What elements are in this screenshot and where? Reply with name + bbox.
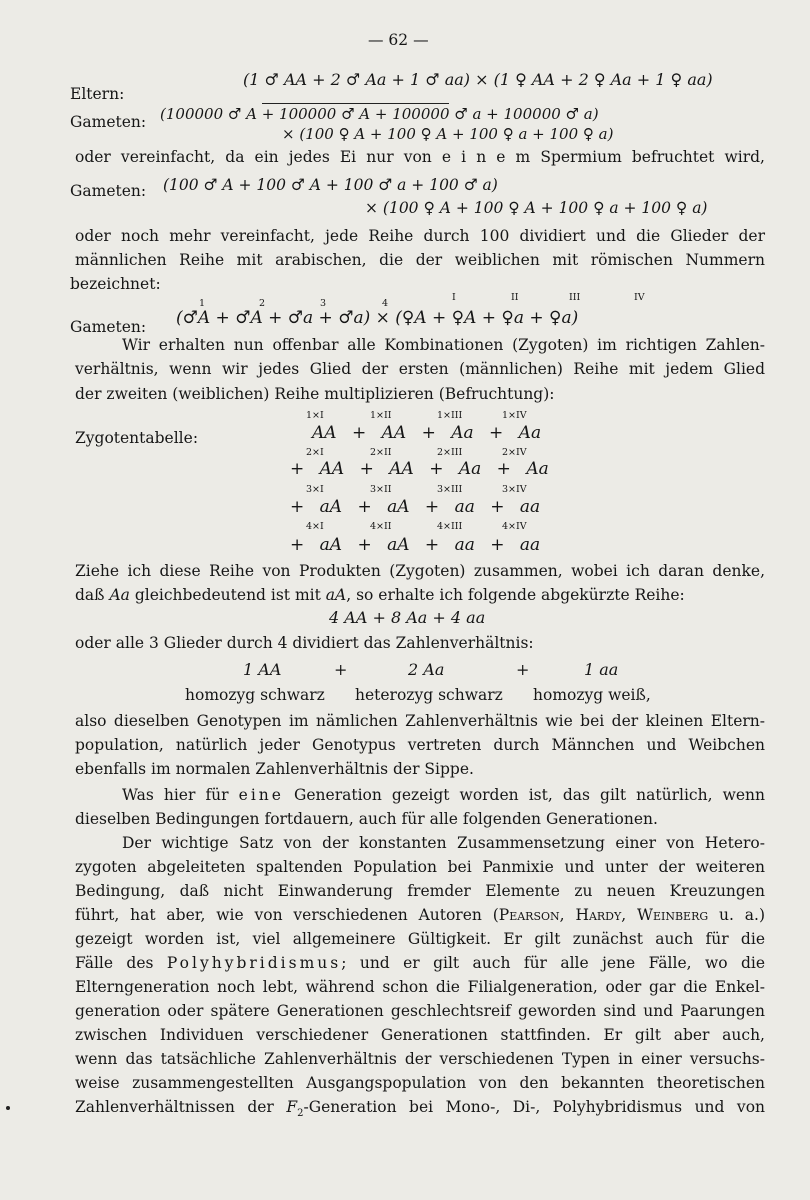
- text-g-line-1: Was hier für eine Generation gezeigt worden ist, das gilt natürlich, wenn: [122, 786, 765, 804]
- ratio-label-2: heterozyg schwarz: [355, 686, 503, 704]
- zyg-idx-2-4: 2×IV: [502, 447, 527, 458]
- zyg-idx-4-4: 4×IV: [502, 521, 527, 532]
- text-h-line-8: generation oder spätere Generationen geschlechtsreif geworden sind und Paarungen: [75, 1002, 765, 1020]
- gameten1-line1-end: ♂ a + 100000 ♂ a): [449, 105, 599, 123]
- text-h-line-5: gezeigt worden ist, viel allgemeinere Gültigkeit. Er gilt zunächst auch für die: [75, 930, 765, 948]
- zyg-row-1: AA + AA + Aa + Aa: [312, 423, 542, 443]
- gameten3-index-IV: IV: [634, 292, 645, 303]
- gameten1-line2: × (100 ♀ A + 100 ♀ A + 100 ♀ a + 100 ♀ a): [282, 125, 614, 143]
- text-h-line-7: Elterngeneration noch lebt, während schon die Filialgeneration, oder gar die Enkel-: [75, 978, 765, 996]
- zyg-idx-3-4: 3×IV: [502, 484, 527, 495]
- gameten3-index-1: 1: [199, 298, 206, 309]
- zyg-idx-2-3: 2×III: [437, 447, 463, 458]
- gameten2-line1: (100 ♂ A + 100 ♂ A + 100 ♂ a + 100 ♂ a): [163, 176, 498, 194]
- text-f-line-1: also dieselben Genotypen im nämlichen Zahlenverhältnis wie bei der kleinen Eltern-: [75, 712, 765, 730]
- zyg-idx-3-2: 3×II: [370, 484, 392, 495]
- text-b-line-3: bezeichnet:: [70, 275, 161, 293]
- gameten3-index-2: 2: [259, 298, 266, 309]
- gameten3-index-I: I: [452, 292, 456, 303]
- zyg-row-4: + aA + aA + aa + aa: [290, 535, 541, 555]
- zyg-idx-1-4: 1×IV: [502, 410, 527, 421]
- page-number: — 62 —: [368, 31, 429, 49]
- zyg-idx-2-2: 2×II: [370, 447, 392, 458]
- ratio-label-1: homozyg schwarz: [185, 686, 325, 704]
- ratio-label-3: homozyg weiß,: [533, 686, 651, 704]
- text-h-line-9: zwischen Individuen verschiedener Generationen stattfinden. Er gilt aber auch,: [75, 1026, 765, 1044]
- text-h-line-3: Bedingung, daß nicht Einwanderung fremder Elemente zu neuen Kreuzungen: [75, 882, 765, 900]
- text-h-line-1: Der wichtige Satz von der konstanten Zusammensetzung einer von Hetero-: [122, 834, 765, 852]
- eltern-label: Eltern:: [70, 85, 125, 103]
- zyg-row-3: + aA + aA + aa + aa: [290, 497, 541, 517]
- text-h-line-12: Zahlenverhältnissen der $F_2$-Generation bei Mono-, Di-, Polyhybridismus und von: [75, 1098, 766, 1120]
- gameten3-label: Gameten:: [70, 318, 147, 336]
- text-b-line-2: männlichen Reihe mit arabischen, die der weiblichen mit römischen Nummern: [75, 251, 765, 269]
- text-h-line-10: wenn das tatsächliche Zahlenverhältnis der verschiedenen Typen in einer versuchs-: [75, 1050, 765, 1068]
- text-d-line-2: daß Aa gleichbedeutend ist mit aA, so erhalte ich folgende abgekürzte Reihe:: [75, 586, 685, 604]
- zyg-idx-1-1: 1×I: [306, 410, 324, 421]
- gameten2-line2: × (100 ♀ A + 100 ♀ A + 100 ♀ a + 100 ♀ a): [365, 199, 708, 217]
- zygotentabelle-label: Zygotentabelle:: [75, 429, 199, 447]
- text-c-line-3: der zweiten (weiblichen) Reihe multiplizieren (Befruchtung):: [75, 385, 555, 403]
- zyg-idx-4-3: 4×III: [437, 521, 463, 532]
- zyg-idx-3-1: 3×I: [306, 484, 324, 495]
- gameten1-overlined-terms: + 100000 ♂ A + 100000: [261, 105, 450, 123]
- gameten1-line1-start: (100000 ♂ A: [160, 105, 262, 123]
- text-g-line-2: dieselben Bedingungen fortdauern, auch für alle folgenden Generationen.: [75, 810, 658, 828]
- ratio-term-3: 1 aa: [584, 660, 619, 679]
- gameten2-label: Gameten:: [70, 182, 147, 200]
- gameten3-index-3: 3: [320, 298, 327, 309]
- gameten1-line1: [160, 104, 599, 124]
- zyg-idx-4-2: 4×II: [370, 521, 392, 532]
- gameten3-index-III: III: [569, 292, 581, 303]
- text-h-line-2: zygoten abgeleiteten spaltenden Population bei Panmixie und unter der weiteren: [75, 858, 765, 876]
- ratio-term-1: 1 AA: [243, 660, 282, 679]
- text-d-line-1: Ziehe ich diese Reihe von Produkten (Zygoten) zusammen, wobei ich daran denke,: [75, 562, 765, 580]
- zyg-idx-3-3: 3×III: [437, 484, 463, 495]
- gameten1-label: Gameten:: [70, 113, 147, 131]
- ratio-term-2: 2 Aa: [408, 660, 445, 679]
- zyg-row-2: + AA + AA + Aa + Aa: [290, 459, 549, 479]
- gameten3-index-4: 4: [382, 298, 389, 309]
- text-e: oder alle 3 Glieder durch 4 dividiert das Zahlenverhältnis:: [75, 634, 534, 652]
- gameten3-index-II: II: [511, 292, 519, 303]
- gameten3-formula: (♂A + ♂A + ♂a + ♂a) × (♀A + ♀A + ♀a + ♀a): [176, 308, 579, 328]
- text-paragraph-a: oder vereinfacht, da ein jedes Ei nur von e i n e m Spermium befruchtet wird,: [75, 148, 765, 166]
- text-c-line-2: verhältnis, wenn wir jedes Glied der ersten (männlichen) Reihe mit jedem Glied: [75, 360, 765, 378]
- text-f-line-3: ebenfalls im normalen Zahlenverhältnis der Sippe.: [75, 760, 474, 778]
- text-h-line-4: führt, hat aber, wie von verschiedenen Autoren (Pearson, Hardy, Weinberg u. a.): [75, 906, 765, 924]
- reduced-formula: 4 AA + 8 Aa + 4 aa: [329, 608, 486, 627]
- ratio-plus-2: +: [516, 660, 530, 679]
- zyg-idx-1-3: 1×III: [437, 410, 463, 421]
- text-h-line-6: Fälle des Polyhybridismus; und er gilt auch für alle jene Fälle, wo die: [75, 954, 765, 972]
- text-h-line-11: weise zusammengestellten Ausgangspopulation von den bekannten theoretischen: [75, 1074, 765, 1092]
- scan-speck: [6, 1106, 10, 1110]
- eltern-formula: (1 ♂ AA + 2 ♂ Aa + 1 ♂ aa) × (1 ♀ AA + 2 ♀ Aa + 1 ♀ aa): [243, 70, 713, 89]
- zyg-idx-2-1: 2×I: [306, 447, 324, 458]
- zyg-idx-4-1: 4×I: [306, 521, 324, 532]
- text-b-line-1: oder noch mehr vereinfacht, jede Reihe durch 100 dividiert und die Glieder der: [75, 227, 765, 245]
- text-c-line-1: Wir erhalten nun offenbar alle Kombinationen (Zygoten) im richtigen Zahlen-: [122, 336, 765, 354]
- text-f-line-2: population, natürlich jeder Genotypus vertreten durch Männchen und Weibchen: [75, 736, 765, 754]
- ratio-plus-1: +: [334, 660, 348, 679]
- zyg-idx-1-2: 1×II: [370, 410, 392, 421]
